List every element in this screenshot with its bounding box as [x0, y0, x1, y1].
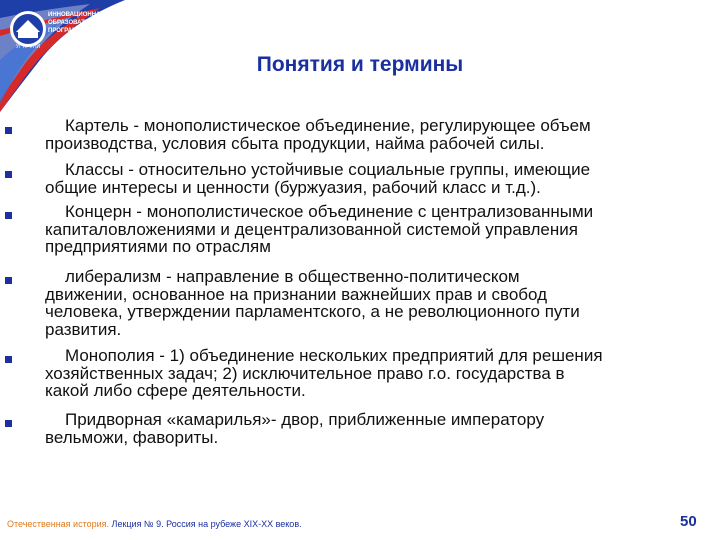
- term-item: [45, 203, 705, 256]
- term-line: вельможи, фавориты.: [45, 427, 219, 447]
- bullet-icon: [5, 127, 12, 134]
- footer-lecture: Лекция № 9. Россия на рубеже XIX-XX веков.: [111, 519, 302, 529]
- term-line: человека, утверждении парламентского, а не революционного пути: [45, 302, 580, 322]
- bullet-icon: [5, 277, 12, 284]
- term-line: развития.: [45, 319, 122, 339]
- term-item: [45, 411, 705, 446]
- term-line: движении, основанное на признании важнейших прав и свобод: [45, 284, 548, 304]
- slide-title: Понятия и термины: [256, 53, 464, 76]
- bullet-icon: [5, 356, 12, 363]
- bullet-icon: [5, 212, 12, 219]
- term-line: какой либо сфере деятельности.: [45, 381, 306, 401]
- term-line: производства, условия сбыта продукции, найма рабочей силы.: [45, 133, 545, 153]
- footer: [7, 519, 302, 529]
- term-line: предприятиями по отраслям: [45, 237, 271, 257]
- term-line: общие интересы и ценности (буржуазия, рабочий класс и т.д.).: [45, 177, 541, 197]
- term-line: Картель - монополистическое объединение, регулирующее объем: [65, 116, 591, 135]
- page-number: 50: [680, 513, 697, 530]
- term-item: [45, 347, 705, 400]
- term-item: [45, 117, 705, 152]
- footer-course: Отечественная история.: [7, 519, 110, 529]
- term-line: либерализм - направление в общественно-политическом: [65, 267, 520, 286]
- term-line: Концерн - монополистическое объединение с централизованными: [65, 202, 594, 221]
- logo-line-3: ПРОГРАММА: [48, 28, 87, 34]
- logo-line-1: ИННОВАЦИОННАЯ: [48, 12, 105, 18]
- logo-line-2: ОБРАЗОВАТЕЛЬНАЯ: [48, 20, 108, 26]
- term-line: хозяйственных задач; 2) исключительное право г.о. государства в: [45, 363, 565, 383]
- term-line: Монополия - 1) объединение нескольких предприятий для решения: [65, 346, 603, 365]
- logo-abbr: УГТУ-УПИ: [15, 44, 41, 50]
- term-line: капиталовложениями и децентрализованной системой управления: [45, 219, 578, 239]
- term-line: Классы - относительно устойчивые социальные группы, имеющие: [65, 160, 591, 179]
- bullet-icon: [5, 420, 12, 427]
- bullet-icon: [5, 171, 12, 178]
- term-item: [45, 161, 705, 196]
- term-item: [45, 268, 705, 338]
- term-line: Придворная «камарилья»- двор, приближенные императору: [65, 410, 545, 429]
